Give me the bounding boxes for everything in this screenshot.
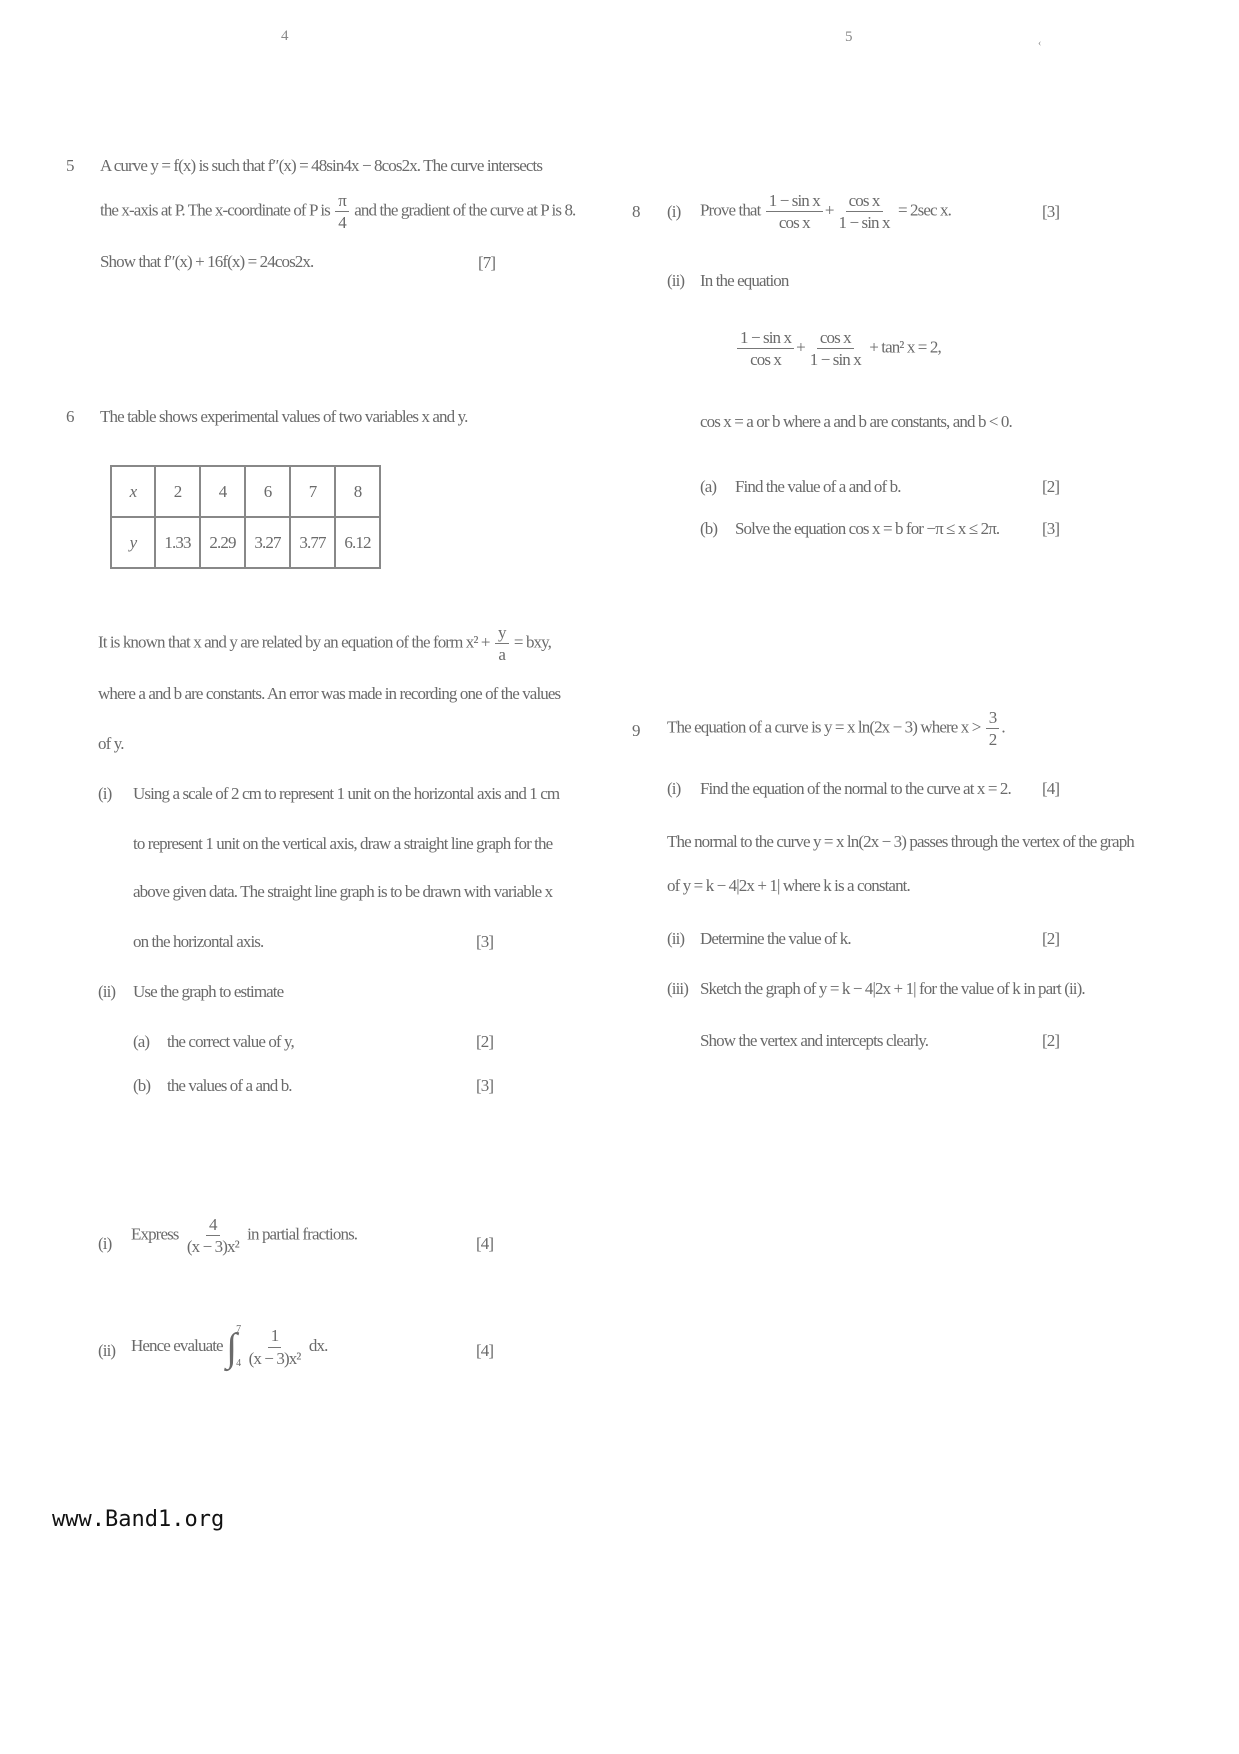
part-text: In the equation <box>700 271 789 290</box>
table-cell: 3.27 <box>245 517 290 568</box>
table-cell: 6.12 <box>335 517 380 568</box>
denominator: (x − 3)x² <box>186 1237 239 1257</box>
subpart-text: Solve the equation cos x = b for −π ≤ x ≤ 2π. <box>735 519 1000 538</box>
text: Hence evaluate <box>131 1335 223 1355</box>
denominator: 1 − sin x <box>809 350 861 370</box>
marks: [4] <box>476 1341 494 1360</box>
part-text: Find the equation of the normal to the curve at x = 2. <box>700 779 1011 798</box>
denominator: 4 <box>338 213 346 233</box>
part-label: (ii) <box>667 929 685 948</box>
text: and the gradient of the curve at P is 8. <box>354 200 576 220</box>
part-label: (i) <box>98 1234 112 1253</box>
data-table <box>110 465 381 569</box>
part-label: (i) <box>667 779 681 798</box>
marks: [7] <box>478 253 496 272</box>
question-text <box>98 622 551 666</box>
question-number: 9 <box>632 721 640 740</box>
question-text <box>100 190 575 234</box>
table-header: y <box>111 517 155 568</box>
table-cell: 2 <box>155 466 200 517</box>
denominator: cos x <box>750 350 781 370</box>
numerator: 1 − sin x <box>766 190 823 212</box>
table-header: x <box>111 466 155 517</box>
question-number: 6 <box>66 407 74 426</box>
text: in partial fractions. <box>247 1224 358 1244</box>
subpart-text: the values of a and b. <box>167 1076 292 1095</box>
upper-limit: 7 <box>236 1324 241 1335</box>
fraction <box>807 327 864 371</box>
part-text: Using a scale of 2 cm to represent 1 unit on the horizontal axis and 1 cm <box>133 784 560 803</box>
numerator: 4 <box>206 1214 220 1236</box>
part-label: (ii) <box>667 271 685 290</box>
page-number-left: 4 <box>281 28 288 44</box>
fraction <box>766 190 823 234</box>
numerator: 1 − sin x <box>737 327 794 349</box>
part-text: Determine the value of k. <box>700 929 851 948</box>
part-label: (ii) <box>98 1341 116 1360</box>
question-text: The normal to the curve y = x ln(2x − 3) passes through the vertex of the graph <box>667 832 1134 851</box>
page-number-right: 5 <box>845 29 852 45</box>
fraction <box>737 327 794 371</box>
marks: [3] <box>476 932 494 951</box>
numerator: π <box>335 190 349 212</box>
subpart-label: (b) <box>700 519 718 538</box>
question-text: Show that f″(x) + 16f(x) = 24cos2x. <box>100 252 314 271</box>
denominator: 2 <box>988 730 997 750</box>
subpart-label: (a) <box>133 1032 150 1051</box>
fraction <box>184 1214 242 1258</box>
fraction <box>986 707 1000 751</box>
part-text: Sketch the graph of y = k − 4|2x + 1| for the value of k in part (ii). <box>700 979 1085 998</box>
question-text: of y = k − 4|2x + 1| where k is a constant. <box>667 876 910 895</box>
part-text: above given data. The straight line graph is to be drawn with variable x <box>133 882 553 901</box>
table-row <box>111 466 380 517</box>
corner-mark: ‹ <box>1038 38 1041 49</box>
text: the x-axis at P. The x-coordinate of P is <box>100 200 330 220</box>
subpart-label: (b) <box>133 1076 151 1095</box>
part-label: (i) <box>98 784 112 803</box>
denominator: a <box>498 645 506 665</box>
marks: [4] <box>1042 779 1060 798</box>
part-label: (iii) <box>667 979 688 998</box>
denominator: (x − 3)x² <box>248 1348 301 1368</box>
question-text: A curve y = f(x) is such that f″(x) = 48sin4x − 8cos2x. The curve intersects <box>100 156 543 175</box>
table-cell: 2.29 <box>200 517 245 568</box>
integral-sign: ∫ <box>226 1324 237 1370</box>
numerator: cos x <box>846 190 883 212</box>
marks: [4] <box>476 1234 494 1253</box>
text: = bxy, <box>513 632 551 652</box>
part-text: Show the vertex and intercepts clearly. <box>700 1031 929 1050</box>
subpart-text: Find the value of a and of b. <box>735 477 901 496</box>
lower-limit: 4 <box>236 1358 241 1369</box>
subpart-label: (a) <box>700 477 717 496</box>
part-text: Use the graph to estimate <box>133 982 284 1001</box>
text: Prove that <box>700 200 761 220</box>
marks: [3] <box>1042 519 1060 538</box>
part-text: cos x = a or b where a and b are constants, and b < 0. <box>700 412 1012 431</box>
fraction <box>246 1325 304 1369</box>
part-label: (i) <box>667 202 681 221</box>
numerator: 1 <box>268 1325 282 1347</box>
marks: [2] <box>476 1032 494 1051</box>
fraction <box>335 190 349 234</box>
text: = 2sec x. <box>897 200 951 220</box>
watermark: www.Band1.org <box>48 1505 228 1534</box>
table-cell: 4 <box>200 466 245 517</box>
question-number: 5 <box>66 156 74 175</box>
text: It is known that x and y are related by an equation of the form x² + <box>98 632 490 652</box>
subpart-text: the correct value of y, <box>167 1032 294 1051</box>
fraction <box>836 190 893 234</box>
marks: [2] <box>1042 929 1060 948</box>
numerator: cos x <box>817 327 854 349</box>
question-text: The table shows experimental values of two variables x and y. <box>100 407 468 426</box>
equation <box>735 327 941 371</box>
part-text <box>131 1214 357 1258</box>
table-cell: 1.33 <box>155 517 200 568</box>
text: dx. <box>308 1335 328 1355</box>
numerator: y <box>495 622 509 644</box>
question-text <box>667 707 1005 751</box>
table-cell: 7 <box>290 466 335 517</box>
question-text: of y. <box>98 734 124 753</box>
denominator: cos x <box>778 213 810 233</box>
text: . <box>1001 717 1005 737</box>
part-text <box>700 190 951 234</box>
table-cell: 6 <box>245 466 290 517</box>
table-cell: 3.77 <box>290 517 335 568</box>
text: + <box>796 337 805 357</box>
table-cell: 8 <box>335 466 380 517</box>
part-label: (ii) <box>98 982 116 1001</box>
marks: [2] <box>1042 1031 1060 1050</box>
marks: [2] <box>1042 477 1060 496</box>
question-text: where a and b are constants. An error was made in recording one of the values <box>98 684 561 703</box>
denominator: 1 − sin x <box>838 213 890 233</box>
part-text <box>131 1313 327 1381</box>
fraction <box>495 622 509 666</box>
part-text: on the horizontal axis. <box>133 932 264 951</box>
text: The equation of a curve is y = x ln(2x − 3) where x > <box>667 717 981 737</box>
text: + <box>824 200 834 220</box>
marks: [3] <box>476 1076 494 1095</box>
text: Express <box>131 1224 179 1244</box>
part-text: to represent 1 unit on the vertical axis, draw a straight line graph for the <box>133 834 553 853</box>
table-row <box>111 517 380 568</box>
question-number: 8 <box>632 202 640 221</box>
numerator: 3 <box>986 707 1000 729</box>
text: + tan² x = 2, <box>869 337 941 357</box>
marks: [3] <box>1042 202 1060 221</box>
